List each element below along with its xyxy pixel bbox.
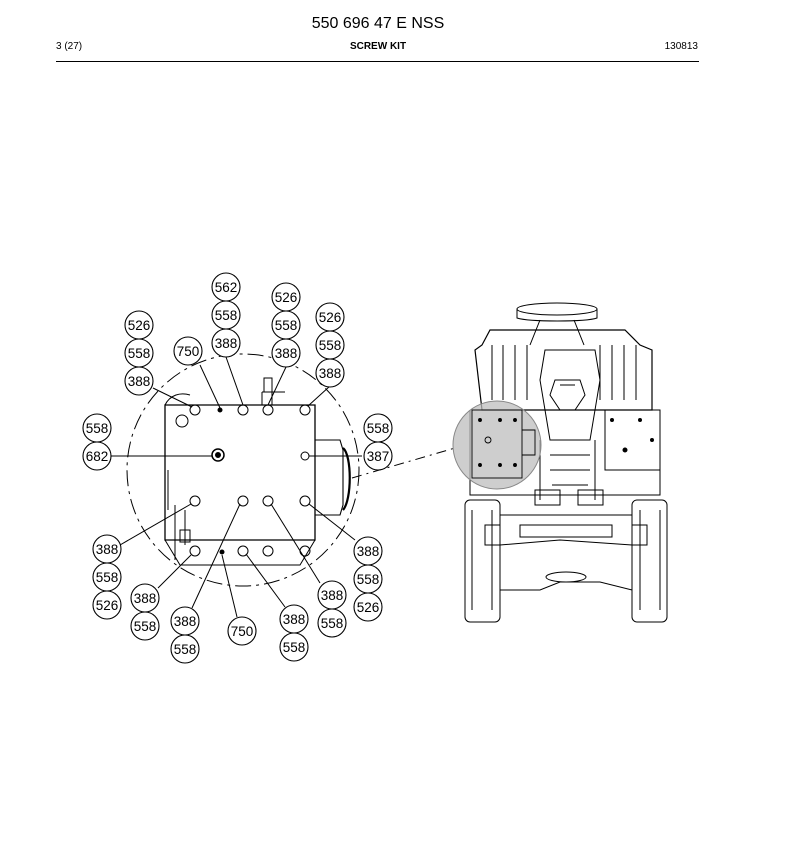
callout-558 [131, 612, 159, 640]
callout-label: 558 [133, 619, 157, 634]
callout-label: 558 [274, 318, 298, 333]
callout-label: 388 [214, 336, 238, 351]
callout-label: 558 [282, 640, 306, 655]
callout-526 [272, 283, 300, 311]
callout-388 [131, 584, 159, 612]
callout-388 [212, 329, 240, 357]
detail-circle [127, 354, 359, 586]
callout-label: 388 [318, 366, 342, 381]
callout-388 [280, 605, 308, 633]
callout-388 [354, 537, 382, 565]
callout-label: 388 [95, 542, 119, 557]
callout-label: 388 [127, 374, 151, 389]
callout-558 [125, 339, 153, 367]
callout-label: 388 [274, 346, 298, 361]
callout-label: 558 [85, 421, 109, 436]
callout-label: 388 [356, 544, 380, 559]
detail-view [127, 354, 359, 586]
callout-558 [364, 414, 392, 442]
callout-label: 558 [214, 308, 238, 323]
callout-750 [228, 617, 256, 645]
detail-highlight [453, 401, 541, 489]
callout-label: 387 [366, 449, 390, 464]
callout-label: 388 [133, 591, 157, 606]
callout-558 [212, 301, 240, 329]
callout-558 [280, 633, 308, 661]
callout-387 [364, 442, 392, 470]
callout-label: 750 [176, 344, 200, 359]
callout-558 [93, 563, 121, 591]
callout-388 [316, 359, 344, 387]
callout-682 [83, 442, 111, 470]
callout-526 [125, 311, 153, 339]
document-date: 130813 [664, 41, 698, 52]
callout-label: 526 [127, 318, 151, 333]
callout-558 [316, 331, 344, 359]
callout-label: 682 [85, 449, 109, 464]
callout-526 [93, 591, 121, 619]
callout-label: 558 [366, 421, 390, 436]
callout-558 [272, 311, 300, 339]
callout-388 [318, 581, 346, 609]
section-title: SCREW KIT [349, 41, 407, 52]
callout-label: 558 [318, 338, 342, 353]
callout-label: 558 [173, 642, 197, 657]
callout-388 [93, 535, 121, 563]
callout-label: 558 [127, 346, 151, 361]
callout-label: 558 [356, 572, 380, 587]
callout-label: 558 [95, 570, 119, 585]
callout-558 [354, 565, 382, 593]
callout-label: 526 [356, 600, 380, 615]
callout-label: 526 [318, 310, 342, 325]
callout-558 [83, 414, 111, 442]
callout-388 [171, 607, 199, 635]
callout-558 [318, 609, 346, 637]
leader-lines [111, 357, 362, 617]
callout-750 [174, 337, 202, 365]
callout-558 [171, 635, 199, 663]
callout-562 [212, 273, 240, 301]
callout-label: 526 [95, 598, 119, 613]
callout-label: 750 [230, 624, 254, 639]
callout-group [83, 273, 392, 663]
callout-label: 558 [320, 616, 344, 631]
callout-label: 562 [214, 280, 238, 295]
callout-388 [272, 339, 300, 367]
callout-526 [316, 303, 344, 331]
callout-526 [354, 593, 382, 621]
document-number: 550 696 47 E NSS [311, 15, 445, 32]
callout-label: 388 [282, 612, 306, 627]
callout-label: 388 [320, 588, 344, 603]
mounting-plate [165, 405, 315, 540]
page-number: 3 (27) [56, 41, 83, 52]
callout-label: 526 [274, 290, 298, 305]
callout-388 [125, 367, 153, 395]
callout-label: 388 [173, 614, 197, 629]
